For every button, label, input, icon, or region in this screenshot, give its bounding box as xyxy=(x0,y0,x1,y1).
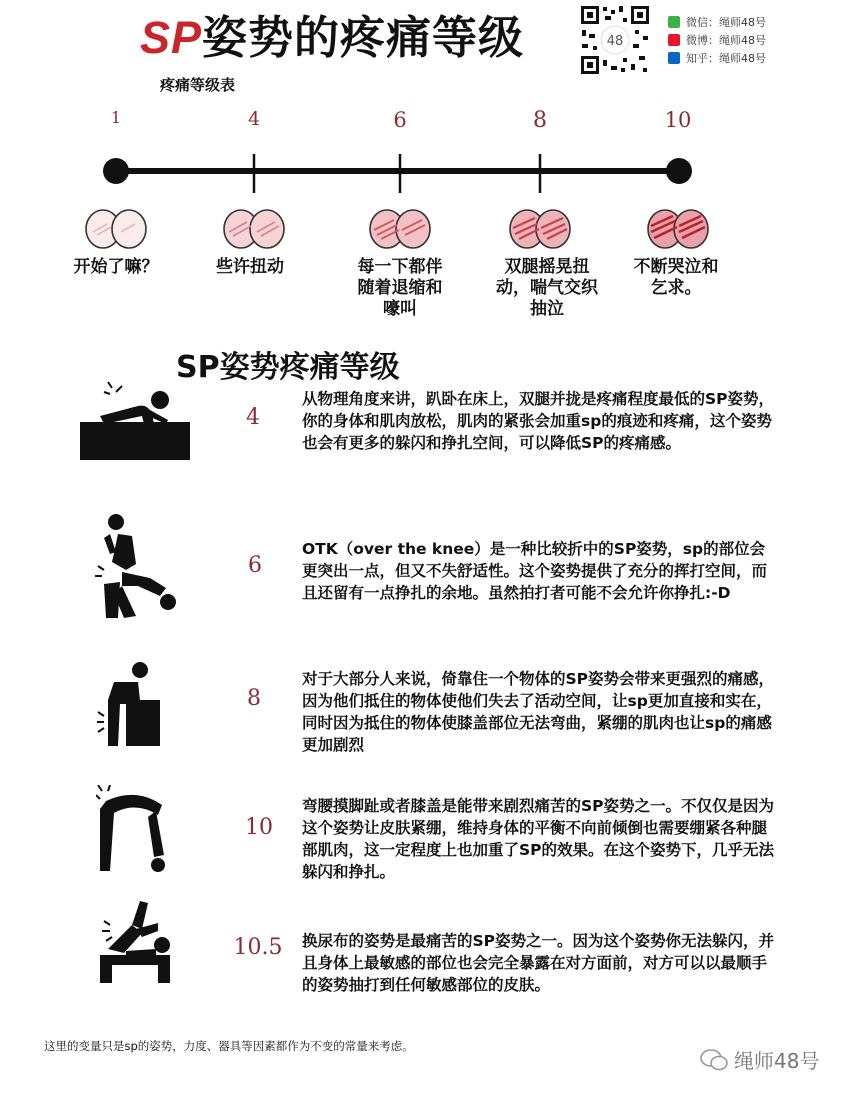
stage-1-illustration xyxy=(85,208,147,250)
touching-toes-icon xyxy=(96,785,176,873)
scale-line xyxy=(95,150,705,195)
qr-code xyxy=(579,4,651,76)
lying-on-bed-icon xyxy=(80,380,192,460)
over-the-knee-icon xyxy=(92,512,182,620)
watermark-label: 绳师48号 xyxy=(734,1049,820,1073)
stage-caption: 每一下都伴随着退缩和嚎叫 xyxy=(357,257,443,319)
pose-description: 对于大部分人来说，倚靠住一个物体的SP姿势会带来更强烈的痛感，因为他们抵住的物体使他们失去了活动空间，让sp更加直接和实在，同时因为抵住的物体使膝盖部位无法弯曲，紧绷的肌肉也让sp的痛感更加剧烈 xyxy=(302,670,775,754)
wechat-icon xyxy=(700,1049,728,1071)
weibo-icon xyxy=(668,34,680,46)
social-wechat-label: 微信：绳师48号 xyxy=(686,16,766,29)
diaper-position-icon xyxy=(96,895,178,983)
watermark xyxy=(700,1045,819,1074)
tick-label: 10 xyxy=(664,108,692,132)
social-weibo xyxy=(668,32,766,48)
stage-caption: 不断哭泣和乞求。 xyxy=(633,257,719,298)
social-zhihu xyxy=(668,50,766,66)
stage-2-illustration xyxy=(223,208,285,250)
pose-description: 从物理角度来讲，趴卧在床上，双腿并拢是疼痛程度最低的SP姿势，你的身体和肌肉放松，肌肉的紧张会加重sp的痕迹和疼痛，这个姿势也会有更多的躲闪和挣扎空间，可以降低SP的疼痛感。 xyxy=(302,390,775,452)
scale-start-dot xyxy=(103,158,129,184)
tick-label: 4 xyxy=(247,108,261,130)
pose-description: OTK（over the knee）是一种比较折中的SP姿势，sp的部位会更突出一点，但又不失舒适性。这个姿势提供了充分的挥打空间，而且还留有一点挣扎的余地。虽然拍打者可能不会允许你挣扎:-D xyxy=(302,540,768,602)
tick-label: 8 xyxy=(533,108,547,133)
level-value: 4 xyxy=(246,405,260,430)
level-value: 8 xyxy=(247,686,261,711)
section-title: SP姿势疼痛等级 xyxy=(176,350,400,385)
stage-3-illustration xyxy=(369,208,431,250)
level-value: 10 xyxy=(245,815,273,840)
scale-end-dot xyxy=(666,158,692,184)
social-wechat xyxy=(668,14,766,30)
stage-5-illustration xyxy=(647,208,709,250)
scale-subtitle: 疼痛等级表 xyxy=(160,76,236,94)
pose-description: 换尿布的姿势是最痛苦的SP姿势之一。因为这个姿势你无法躲闪，并且身体上最敏感的部位也会完全暴露在对方面前，对方可以以最顺手的姿势抽打到任何敏感部位的皮肤。 xyxy=(302,932,775,994)
social-zhihu-label: 知乎：绳师48号 xyxy=(686,52,766,65)
level-value: 6 xyxy=(248,553,262,578)
pose-description: 弯腰摸脚趾或者膝盖是能带来剧烈痛苦的SP姿势之一。不仅仅是因为这个姿势让皮肤紧绷，维持身体的平衡不向前倾倒也需要绷紧各种腿部肌肉，这一定程度上也加重了SP的效果。在这个姿势下，几乎无法躲闪和挣扎。 xyxy=(302,797,775,881)
wechat-icon xyxy=(668,16,680,28)
stage-4-illustration xyxy=(509,208,571,250)
social-weibo-label: 微博：绳师48号 xyxy=(686,34,766,47)
stage-caption: 双腿摇晃扭动，喘气交织抽泣 xyxy=(496,257,598,319)
stage-caption: 些许扭动 xyxy=(216,257,284,277)
leaning-on-object-icon xyxy=(96,660,162,748)
qr-center-number: 48 xyxy=(606,34,624,49)
tick-label: 1 xyxy=(110,108,122,127)
level-value: 10.5 xyxy=(233,935,283,960)
zhihu-icon xyxy=(668,52,680,64)
tick-label: 6 xyxy=(393,108,407,132)
stage-caption: 开始了嘛？ xyxy=(73,257,159,277)
footnote: 这里的变量只是sp的姿势，力度、器具等因素都作为不变的常量来考虑。 xyxy=(44,1039,414,1053)
title-rest: 姿势的疼痛等级 xyxy=(202,11,525,64)
title-sp: SP xyxy=(140,12,203,63)
main-title xyxy=(140,10,524,66)
